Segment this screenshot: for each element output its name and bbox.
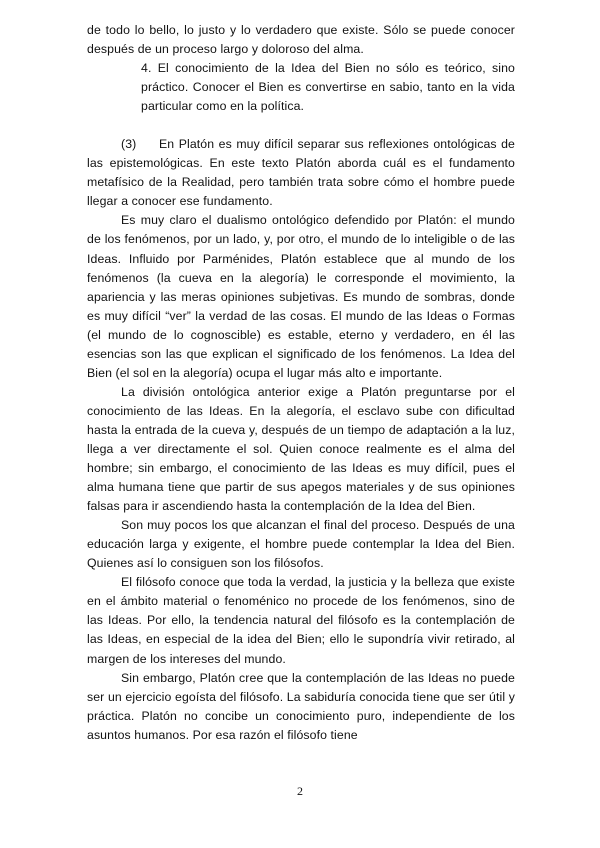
paragraph-continuation: de todo lo bello, lo justo y lo verdadero que existe. Sólo se puede conocer después de un proceso largo y doloroso del alma. <box>87 23 515 57</box>
page-number: 2 <box>297 784 303 798</box>
paragraph-point-4: 4. El conocimiento de la Idea del Bien no sólo es teórico, sino práctico. Conocer el Bien es convertirse en sabio, tanto en la vida particular como en la política. <box>141 61 515 114</box>
paragraph-philosopher: El filósofo conoce que toda la verdad, la justicia y la belleza que existe en el ámbito material o fenoménico no procede de los fenómenos, sino de las Ideas. Por ello, la tendencia natural del filósofo es la contemplación de las Ideas, en especial de la idea del Bien; ello le supondría vivir retirado, al margen de los intereses del mundo. <box>87 575 515 666</box>
section-3-text: En Platón es muy difícil separar sus reflexiones ontológicas de las epistemológicas. En este texto Platón aborda cuál es el fundamento metafísico de la Realidad, pero también trata sobre cómo el hombre puede llegar a conocer ese fundamento. <box>87 137 515 209</box>
paragraph-knowledge: La división ontológica anterior exige a Platón preguntarse por el conocimiento de las Ideas. En la alegoría, el esclavo sube con dificultad hasta la entrada de la cueva y, después de un tiempo de adaptación a la luz, llega a ver directamente el sol. Quien conoce realmente es el alma del hombre; sin embargo, el conocimiento de las Ideas es muy difícil, pues el alma humana tiene que partir de sus apegos materiales y de sus opiniones falsas para ir ascendiendo hasta la contemplación de la Idea del Bien. <box>87 384 515 514</box>
section-number: (3) <box>121 137 137 152</box>
paragraph-section-3 <box>87 135 515 211</box>
body-text <box>87 21 515 745</box>
paragraph-dualism: Es muy claro el dualismo ontológico defendido por Platón: el mundo de los fenómenos, por un lado, y, por otro, el mundo de lo inteligible o de las Ideas. Influido por Parménides, Platón establece que al mundo de los fenómenos (la cueva en la alegoría) le corresponde el movimiento, la apariencia y las meras opiniones subjetivas. Es mundo de sombras, donde es muy difícil “ver” la verdad de las cosas. El mundo de las Ideas o Formas (el mundo de lo cognoscible) es estable, eterno y verdadero, en él las esencias son las que explican el significado de los fenómenos. La Idea del Bien (el sol en la alegoría) ocupa el lugar más alto e importante. <box>87 213 515 380</box>
paragraph-however: Sin embargo, Platón cree que la contemplación de las Ideas no puede ser un ejercicio egoísta del filósofo. La sabiduría conocida tiene que ser útil y práctica. Platón no concibe un conocimiento puro, independiente de los asuntos humanos. Por esa razón el filósofo tiene <box>87 670 515 742</box>
paragraph-few: Son muy pocos los que alcanzan el final del proceso. Después de una educación larga y exigente, el hombre puede contemplar la Idea del Bien. Quienes así lo consiguen son los filósofos. <box>87 518 515 571</box>
paragraph-gap <box>87 116 515 135</box>
